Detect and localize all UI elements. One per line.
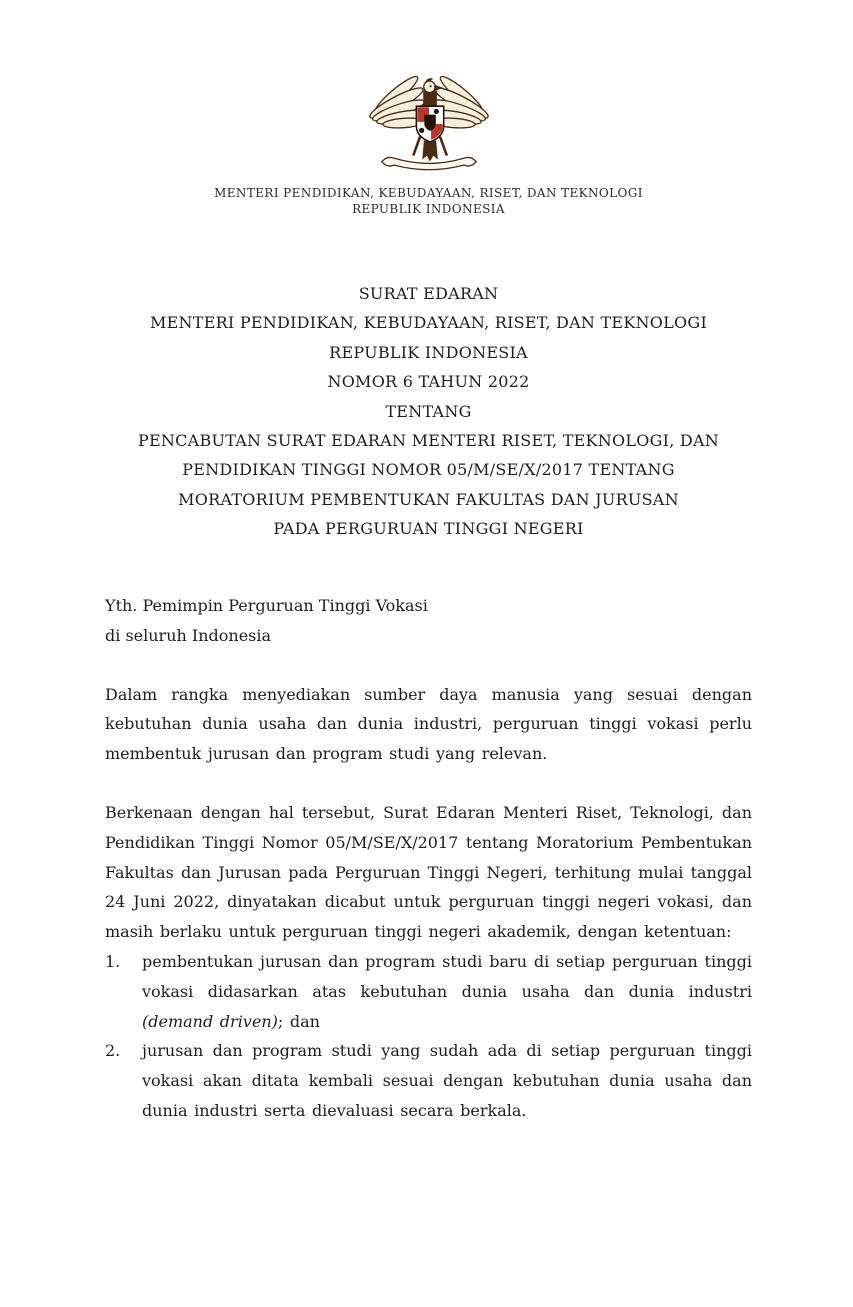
garuda-emblem-svg: [366, 64, 492, 182]
title-line-5: TENTANG: [385, 401, 472, 421]
recipient-line-2: di seluruh Indonesia: [105, 625, 272, 645]
list-item-1-text-italic: (demand driven): [142, 1011, 278, 1031]
title-line-2: MENTERI PENDIDIKAN, KEBUDAYAAN, RISET, DAN TEKNOLOGI: [149, 313, 708, 333]
garuda-pancasila-emblem: [366, 64, 492, 182]
list-item-1-number: 1.: [105, 952, 121, 972]
paragraph-2: Berkenaan dengan hal tersebut, Surat Edaran Menteri Riset, Teknologi, dan Pendidikan Tinggi Nomor 05/M/SE/X/2017 tentang Moratorium Pembentukan Fakultas dan Jurusan pada Perguruan Tinggi Negeri, terhitung mulai tanggal 24 Juni 2022, dinyatakan dicabut untuk perguruan tinggi negeri vokasi, dan masih berlaku untuk perguruan tinggi negeri akademik, dengan ketentuan:: [105, 803, 752, 942]
recipient-line-1: Yth. Pemimpin Perguruan Tinggi Vokasi: [105, 595, 428, 615]
letterhead-republic-line: REPUBLIK INDONESIA: [352, 201, 505, 216]
title-line-7: PENDIDIKAN TINGGI NOMOR 05/M/SE/X/2017 TENTANG: [182, 460, 675, 480]
recipient-block: [105, 591, 752, 651]
list-item-1-text-pre: pembentukan jurusan dan program studi baru di setiap perguruan tinggi vokasi didasarkan atas kebutuhan dunia usaha dan dunia industri: [142, 952, 752, 1001]
list-item-1: [105, 947, 752, 1036]
title-line-8: MORATORIUM PEMBENTUKAN FAKULTAS DAN JURUSAN: [178, 489, 679, 509]
list-item-2: [105, 1036, 752, 1125]
title-line-6: PENCABUTAN SURAT EDARAN MENTERI RISET, TEKNOLOGI, DAN: [137, 431, 720, 451]
title-block: [105, 279, 752, 544]
provisions-list: [105, 947, 752, 1126]
list-item-1-text-post: ; dan: [277, 1011, 320, 1031]
title-line-9: PADA PERGURUAN TINGGI NEGERI: [273, 519, 584, 539]
letterhead: [105, 0, 752, 217]
pancasila-shield: [416, 106, 443, 142]
title-line-3: REPUBLIK INDONESIA: [329, 342, 528, 362]
list-item-2-text: jurusan dan program studi yang sudah ada di setiap perguruan tinggi vokasi akan ditata kembali sesuai dengan kebutuhan dunia usaha dan dunia industri serta dievaluasi secara berkala.: [142, 1041, 752, 1121]
list-item-2-number: 2.: [105, 1041, 121, 1061]
letterhead-ministry-line: MENTERI PENDIDIKAN, KEBUDAYAAN, RISET, DAN TEKNOLOGI: [214, 186, 643, 200]
paragraph-1: Dalam rangka menyediakan sumber daya manusia yang sesuai dengan kebutuhan dunia usaha dan dunia industri, perguruan tinggi vokasi perlu membentuk jurusan dan program studi yang relevan.: [105, 684, 752, 764]
title-line-4: NOMOR 6 TAHUN 2022: [327, 372, 530, 392]
garuda-tail: [422, 141, 437, 161]
title-line-1: SURAT EDARAN: [358, 284, 499, 303]
